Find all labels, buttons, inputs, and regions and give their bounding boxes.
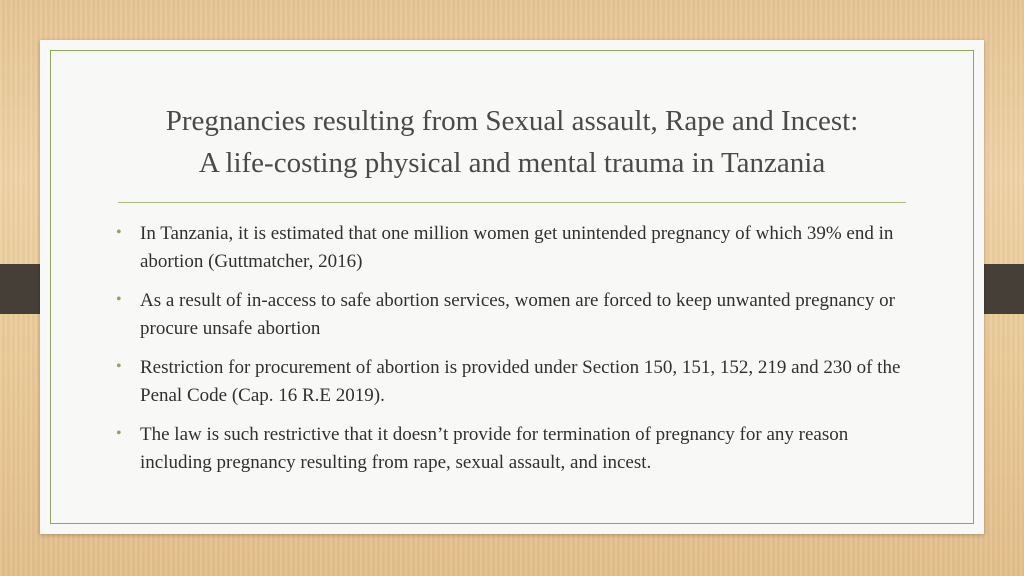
slide-title-line-2: A life-costing physical and mental trauma in Tanzania — [198, 147, 826, 179]
slide-card — [40, 40, 984, 534]
bullet-text: In Tanzania, it is estimated that one million women get unintended pregnancy of which 39% end in abortion (Guttmatcher, 2016) — [140, 223, 894, 272]
bullet-text: The law is such restrictive that it doesn’t provide for termination of pregnancy for any reason including pregnancy resulting from rape, sexual assault, and incest. — [140, 424, 849, 473]
bullet-list — [114, 220, 904, 488]
bullet-dot-icon: • — [116, 425, 122, 442]
bullet-item — [114, 220, 904, 276]
bullet-text: Restriction for procurement of abortion is provided under Section 150, 151, 152, 219 and 230 of the Penal Code (Cap. 16 R.E 2019). — [140, 357, 901, 406]
bullet-dot-icon: • — [116, 358, 122, 375]
bullet-dot-icon: • — [116, 224, 122, 241]
bullet-dot-icon: • — [116, 291, 122, 308]
slide-title-line-1: Pregnancies resulting from Sexual assault, Rape and Incest: — [165, 105, 859, 137]
bullet-item — [114, 421, 904, 477]
slide-title — [100, 100, 924, 184]
bullet-item — [114, 354, 904, 410]
title-divider — [118, 202, 906, 203]
bullet-item — [114, 287, 904, 343]
bullet-text: As a result of in-access to safe abortion services, women are forced to keep unwanted pregnancy or procure unsafe abortion — [140, 290, 895, 339]
